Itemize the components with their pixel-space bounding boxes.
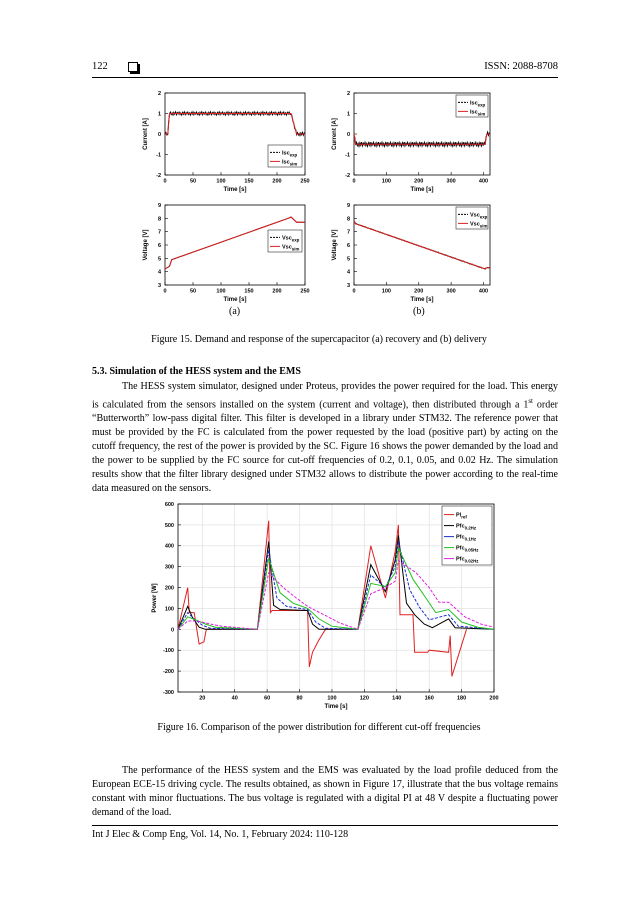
y-axis-label: Current [A] bbox=[332, 118, 338, 150]
y-tick-label: 100 bbox=[164, 606, 174, 613]
x-tick-label: 100 bbox=[216, 178, 226, 185]
x-tick-label: 50 bbox=[189, 288, 197, 295]
results-paragraph: The performance of the HESS system and the EMS was evaluated by the load profile deduced from the European ECE-15 driving cycle. The results obtained, as shown in Figure 17, illustrate that the bus voltage remains constant with minor fluctuations. The bus voltage is regulated with a digital PI at 48 V despite a fluctuating power demand of the load. bbox=[92, 765, 558, 818]
y-tick-label: 1 bbox=[157, 111, 161, 118]
legend-entry: Pfc$_{0.05Hz}$ bbox=[456, 545, 479, 553]
x-tick-label: 20 bbox=[199, 695, 206, 702]
x-tick-label: 60 bbox=[264, 695, 271, 702]
y-tick-label: -1 bbox=[156, 152, 161, 159]
y-axis-label: Power [W] bbox=[152, 583, 158, 613]
figure-15 bbox=[140, 85, 520, 325]
y-axis-label: Current [A] bbox=[143, 118, 149, 150]
plot-15a-voltage bbox=[143, 203, 310, 303]
x-axis-label: Time [s] bbox=[223, 297, 247, 303]
legend-entry: Pfc$_{0.2Hz}$ bbox=[456, 523, 477, 531]
page-number: 122 bbox=[92, 61, 108, 72]
section-paragraph: The HESS system simulator, designed under Proteus, provides the power required for the load. This energy is calculated from the sensors installed on the system (current and voltage), then distributed through a 1st order “Butterworth” low-pass digital filter. This filter is developed in a library under STM32. The reference power that must be provided by the FC is calculated from the power requested by the load (positive part) by acting on the cutoff frequency, the rest of the power is provided by the SC. Figure 16 shows the power demanded by the load and the power to be supplied by the FC source for cut-off frequencies of 0.2, 0.1, 0.05, and 0.02 Hz. The simulation results show that the filter library designed under STM32 allows to distribute the power according to the real-time data measured on the sensors. bbox=[92, 381, 558, 495]
y-tick-label: 9 bbox=[346, 202, 350, 209]
x-tick-label: 300 bbox=[446, 178, 456, 185]
y-axis-label: Voltage [V] bbox=[332, 229, 338, 261]
y-tick-label: -1 bbox=[345, 152, 350, 159]
x-tick-label: 200 bbox=[272, 178, 282, 185]
legend-entry: Isc$_{exp}$ bbox=[470, 100, 486, 108]
y-tick-label: 500 bbox=[164, 522, 174, 529]
y-tick-label: 7 bbox=[346, 229, 350, 236]
x-tick-label: 250 bbox=[300, 288, 310, 295]
legend-entry: Vsc$_{sim}$ bbox=[282, 244, 300, 252]
subfigure-a-label: (a) bbox=[229, 306, 241, 317]
series-line bbox=[165, 114, 305, 135]
plot-16-power bbox=[152, 502, 499, 710]
section-title: 5.3. Simulation of the HESS system and the EMS bbox=[92, 366, 301, 377]
issn: ISSN: 2088-8708 bbox=[484, 61, 558, 72]
x-axis-label: Time [s] bbox=[410, 187, 434, 193]
x-tick-label: 300 bbox=[446, 288, 456, 295]
x-tick-label: 40 bbox=[231, 695, 238, 702]
x-tick-label: 200 bbox=[489, 695, 499, 702]
y-tick-label: 0 bbox=[346, 131, 350, 138]
header-rule bbox=[92, 77, 558, 78]
y-tick-label: 300 bbox=[164, 564, 174, 571]
series-line bbox=[178, 521, 467, 677]
superscript: st bbox=[528, 397, 533, 405]
legend-entry: Isc$_{exp}$ bbox=[282, 150, 298, 158]
y-tick-label: 7 bbox=[157, 229, 161, 236]
y-tick-label: 6 bbox=[157, 242, 161, 249]
y-tick-label: 8 bbox=[157, 216, 161, 223]
legend-entry: Isc$_{sim}$ bbox=[470, 109, 486, 117]
x-tick-label: 0 bbox=[163, 288, 167, 295]
y-tick-label: 0 bbox=[170, 627, 174, 634]
y-tick-label: 5 bbox=[157, 256, 161, 263]
y-tick-label: 1 bbox=[346, 111, 350, 118]
y-tick-label: 0 bbox=[157, 131, 161, 138]
series-line bbox=[178, 560, 494, 629]
x-tick-label: 0 bbox=[163, 178, 167, 185]
figure-16-caption: Figure 16. Comparison of the power distribution for different cut-off frequencies bbox=[157, 722, 481, 733]
plot-15b-current bbox=[332, 91, 490, 193]
x-tick-label: 180 bbox=[456, 695, 467, 702]
y-axis-label: Voltage [V] bbox=[143, 229, 149, 261]
figure-15-caption: Figure 15. Demand and response of the supercapacitor (a) recovery and (b) delivery bbox=[151, 334, 487, 345]
x-tick-label: 100 bbox=[381, 178, 391, 185]
x-tick-label: 120 bbox=[359, 695, 369, 702]
x-tick-label: 150 bbox=[244, 178, 254, 185]
plot-15a-current bbox=[143, 91, 310, 193]
x-tick-label: 0 bbox=[352, 288, 356, 295]
y-tick-label: 400 bbox=[164, 543, 174, 550]
y-tick-label: 9 bbox=[157, 202, 161, 209]
y-tick-label: 3 bbox=[157, 282, 161, 289]
journal-footer: Int J Elec & Comp Eng, Vol. 14, No. 1, February 2024: 110-128 bbox=[92, 829, 349, 840]
x-tick-label: 150 bbox=[244, 288, 254, 295]
x-tick-label: 0 bbox=[352, 178, 356, 185]
legend-entry: Pfc$_{0.02Hz}$ bbox=[456, 556, 479, 564]
legend-entry: Vsc$_{exp}$ bbox=[470, 212, 488, 220]
y-tick-label: -100 bbox=[162, 648, 174, 655]
y-tick-label: 200 bbox=[164, 585, 174, 592]
x-axis-label: Time [s] bbox=[223, 187, 247, 193]
y-tick-label: 3 bbox=[346, 282, 350, 289]
y-tick-label: 5 bbox=[346, 256, 350, 263]
y-tick-label: 2 bbox=[346, 90, 350, 97]
series-line bbox=[165, 112, 305, 136]
y-tick-label: -2 bbox=[345, 172, 350, 179]
x-tick-label: 80 bbox=[296, 695, 303, 702]
footer-rule bbox=[92, 825, 558, 826]
y-tick-label: 6 bbox=[346, 242, 350, 249]
x-tick-label: 160 bbox=[424, 695, 434, 702]
legend-entry: Vsc$_{sim}$ bbox=[470, 221, 488, 229]
x-tick-label: 200 bbox=[272, 288, 282, 295]
x-tick-label: 100 bbox=[216, 288, 226, 295]
y-tick-label: 2 bbox=[157, 90, 161, 97]
x-tick-label: 200 bbox=[414, 178, 424, 185]
x-tick-label: 100 bbox=[327, 695, 337, 702]
subfigure-b-label: (b) bbox=[413, 306, 425, 317]
series-line bbox=[354, 134, 490, 144]
figure-16 bbox=[150, 496, 510, 716]
y-tick-label: -2 bbox=[156, 172, 161, 179]
x-axis-label: Time [s] bbox=[324, 704, 348, 710]
x-tick-label: 200 bbox=[414, 288, 424, 295]
x-tick-label: 250 bbox=[300, 178, 310, 185]
legend-entry: $Pl_{ref}$ bbox=[456, 512, 467, 520]
square-icon bbox=[128, 62, 138, 72]
y-tick-label: 4 bbox=[157, 269, 161, 276]
legend-entry: Vsc$_{exp}$ bbox=[282, 235, 300, 243]
y-tick-label: 4 bbox=[346, 269, 350, 276]
x-tick-label: 140 bbox=[392, 695, 402, 702]
y-tick-label: 8 bbox=[346, 216, 350, 223]
x-tick-label: 50 bbox=[189, 178, 197, 185]
y-tick-label: 600 bbox=[164, 501, 174, 508]
legend-entry: Isc$_{sim}$ bbox=[282, 159, 298, 167]
y-tick-label: -200 bbox=[162, 669, 174, 676]
x-tick-label: 400 bbox=[478, 178, 489, 185]
legend-entry: Pfc$_{0.1Hz}$ bbox=[456, 534, 477, 542]
y-tick-label: -300 bbox=[162, 689, 174, 696]
x-tick-label: 400 bbox=[478, 288, 489, 295]
x-axis-label: Time [s] bbox=[410, 297, 434, 303]
x-tick-label: 100 bbox=[381, 288, 391, 295]
plot-15b-voltage bbox=[332, 203, 490, 303]
